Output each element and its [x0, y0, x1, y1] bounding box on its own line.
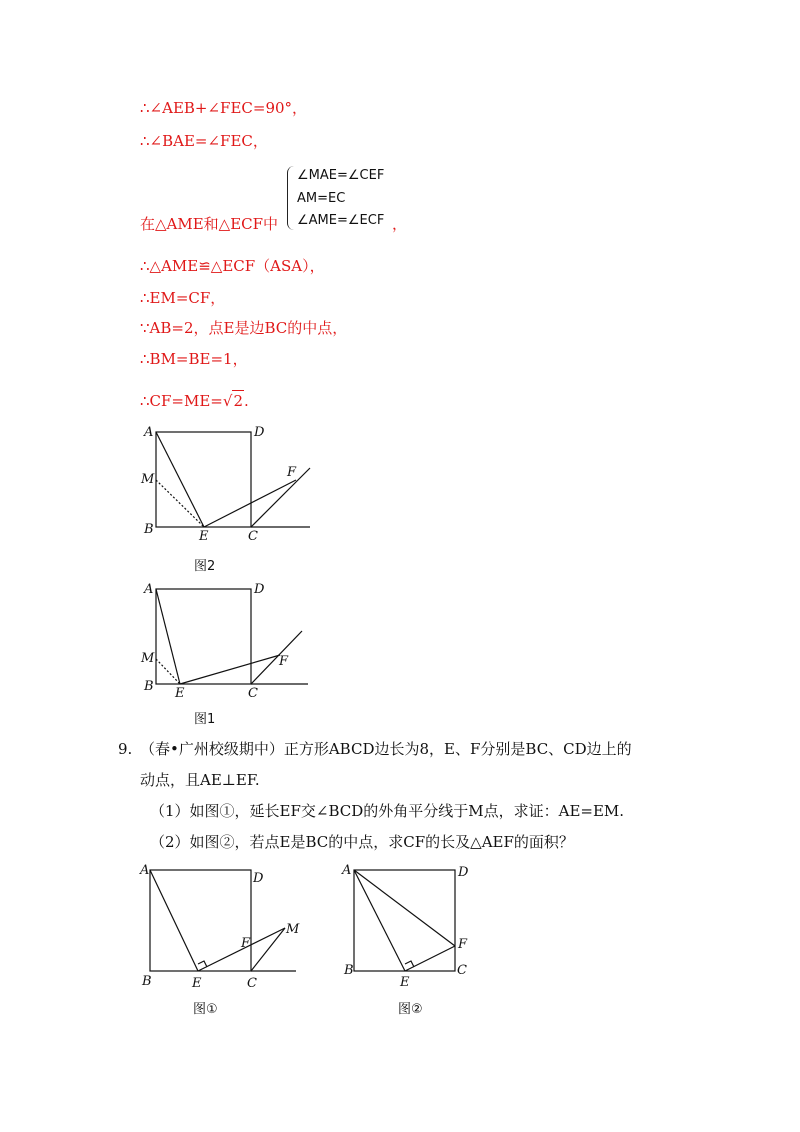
label-m: M: [141, 651, 155, 666]
label-e: E: [199, 529, 209, 544]
solution-line-3: [140, 214, 278, 234]
label-b: B: [344, 963, 354, 978]
solution-line-2: ∴∠BAE=∠FEC，: [140, 132, 268, 150]
label-f: F: [279, 654, 289, 669]
figure-circled-1-caption: 图①: [193, 1002, 218, 1017]
label-c: C: [248, 529, 258, 544]
label-d: D: [254, 425, 265, 440]
label-a: A: [342, 863, 352, 878]
system-brace: [287, 166, 294, 230]
problem-part-2: （2）如图②，若点E是BC的中点，求CF的长及△AEF的面积？: [150, 833, 574, 851]
label-b: B: [144, 522, 154, 537]
label-b: B: [144, 679, 154, 694]
label-f: F: [241, 936, 251, 951]
label-c: C: [247, 976, 257, 991]
label-a: A: [144, 582, 154, 597]
sqrt-value: 2: [233, 392, 243, 410]
problem-number: 9.: [118, 740, 133, 758]
figure-1: [140, 577, 320, 702]
label-d: D: [254, 582, 265, 597]
solution-line-7: ∴BM=BE=1，: [140, 350, 248, 368]
solution-line-1: ∴∠AEB+∠FEC=90°，: [140, 99, 308, 117]
label-f: F: [287, 465, 297, 480]
cf-equals: ∴CF=ME=: [140, 392, 223, 410]
label-a: A: [140, 863, 150, 878]
figure-circled-2: [338, 858, 478, 993]
label-d: D: [458, 865, 469, 880]
label-c: C: [457, 963, 467, 978]
system-eq-2: AM=EC: [297, 191, 346, 206]
figure-2-caption: 图2: [194, 559, 216, 574]
label-e: E: [175, 686, 185, 701]
system-eq-1: ∠MAE=∠CEF: [297, 168, 385, 183]
figure-circled-1: [136, 858, 311, 993]
figure-1-caption: 图1: [194, 712, 216, 727]
problem-stem-line-1: （春•广州校级期中）正方形ABCD边长为8，E、F分别是BC、CD边上的: [140, 740, 632, 758]
label-f: F: [458, 937, 468, 952]
system-suffix: ，: [392, 215, 408, 233]
period: .: [243, 392, 249, 410]
label-m: M: [141, 472, 155, 487]
problem-part-1: （1）如图①，延长EF交∠BCD的外角平分线于M点，求证：AE=EM.: [150, 802, 625, 820]
label-e: E: [400, 975, 410, 990]
label-a: A: [144, 425, 154, 440]
solution-line-5: ∴EM=CF，: [140, 289, 226, 307]
solution-line-4: ∴△AME≌△ECF（ASA），: [140, 257, 325, 275]
label-b: B: [142, 974, 152, 989]
figure-2: [140, 420, 320, 545]
label-e: E: [192, 976, 202, 991]
problem-stem-line-2: 动点，且AE⊥EF.: [140, 771, 260, 789]
system-prefix: 在△AME和△ECF中: [140, 215, 279, 233]
solution-line-6: ∵AB=2，点E是边BC的中点，: [140, 319, 348, 337]
figure-circled-2-caption: 图②: [398, 1002, 423, 1017]
solution-line-8: ∴CF=ME=√2.: [140, 392, 249, 410]
label-m: M: [286, 922, 300, 937]
label-d: D: [253, 871, 264, 886]
label-c: C: [248, 686, 258, 701]
system-eq-3: ∠AME=∠ECF: [297, 213, 385, 228]
